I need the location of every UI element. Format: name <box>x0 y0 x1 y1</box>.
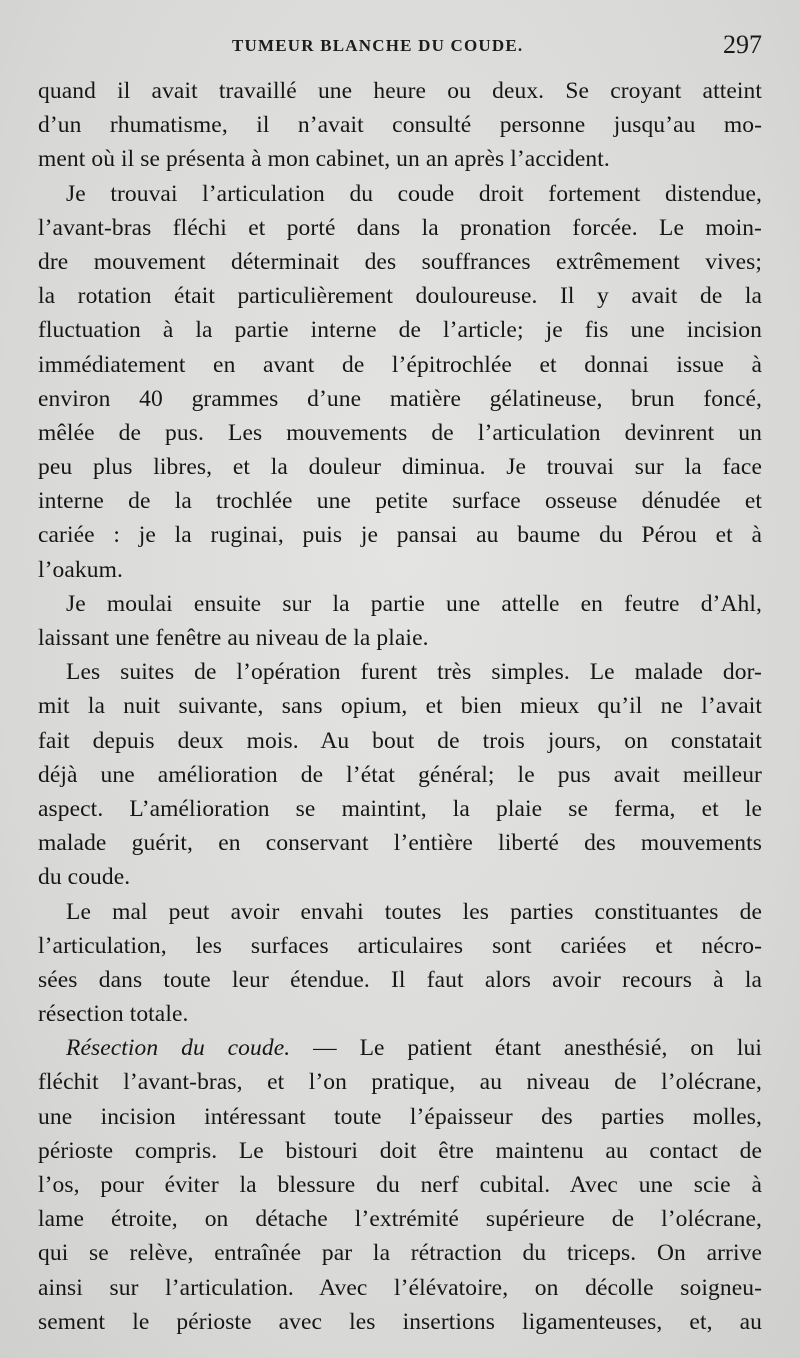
body-text <box>38 74 762 1339</box>
text-line: ainsi sur l’articulation. Avec l’élévatoire, on décolle soigneu- <box>38 1274 762 1301</box>
text-line: qui se relève, entraînée par la rétraction du triceps. On arrive <box>38 1240 762 1267</box>
text-line: interne de la trochlée une petite surface osseuse dénudée et <box>38 488 762 515</box>
text-line: Je trouvai l’articulation du coude droit fortement distendue, <box>66 180 762 207</box>
text-line: aspect. L’amélioration se maintint, la plaie se ferma, et le <box>38 795 762 822</box>
text-line: du coude. <box>38 864 131 891</box>
text-line: fluctuation à la partie interne de l’article; je fis une incision <box>38 317 762 344</box>
text-line: fléchit l’avant-bras, et l’on pratique, au niveau de l’olécrane, <box>38 1069 762 1096</box>
text-line: l’oakum. <box>38 556 123 583</box>
text-line: une incision intéressant toute l’épaisseur des parties molles, <box>38 1103 762 1130</box>
text-line: l’avant-bras fléchi et porté dans la pronation forcée. Le moin- <box>38 214 762 241</box>
text-line: la rotation était particulièrement douloureuse. Il y avait de la <box>38 283 762 310</box>
text-line: Le mal peut avoir envahi toutes les parties constituantes de <box>66 898 762 925</box>
text-line: environ 40 grammes d’une matière gélatineuse, brun foncé, <box>38 385 762 412</box>
text-line: Les suites de l’opération furent très simples. Le malade dor- <box>66 659 762 686</box>
text-line: ment où il se présenta à mon cabinet, un an après l’accident. <box>38 146 610 173</box>
text-line: mêlée de pus. Les mouvements de l’articulation devinrent un <box>38 419 762 446</box>
text-line: immédiatement en avant de l’épitrochlée et donnai issue à <box>38 351 762 378</box>
running-head: TUMEUR BLANCHE DU COUDE. <box>232 36 524 55</box>
text-line: malade guérit, en conservant l’entière liberté des mouvements <box>38 830 762 857</box>
text-line: déjà une amélioration de l’état général; le pus avait meilleur <box>38 761 762 788</box>
text-line: mit la nuit suivante, sans opium, et bien mieux qu’il ne l’avait <box>38 693 762 720</box>
text-line <box>38 1031 762 1065</box>
page-header <box>38 30 762 64</box>
text-line: laissant une fenêtre au niveau de la plaie. <box>38 625 429 651</box>
text-line: fait depuis deux mois. Au bout de trois jours, on constatait <box>38 727 762 754</box>
text-line: l’os, pour éviter la blessure du nerf cubital. Avec une scie à <box>38 1172 762 1198</box>
text-line: dre mouvement déterminait des souffrances extrêmement vives; <box>38 248 762 275</box>
text-line: Je moulai ensuite sur la partie une attelle en feutre d’Ahl, <box>66 590 762 617</box>
text-line: sement le périoste avec les insertions ligamenteuses, et, au <box>38 1308 762 1335</box>
text-line: l’articulation, les surfaces articulaires sont cariées et nécro- <box>38 932 762 959</box>
text-line: d’un rhumatisme, il n’avait consulté personne jusqu’au mo- <box>38 112 762 139</box>
text-line: périoste compris. Le bistouri doit être maintenu au contact de <box>38 1137 762 1164</box>
page-number: 297 <box>723 30 762 59</box>
text-line: quand il avait travaillé une heure ou deux. Se croyant atteint <box>38 78 762 104</box>
text-line: résection totale. <box>38 1001 189 1028</box>
text-line: cariée : je la ruginai, puis je pansai au baume du Pérou et à <box>38 522 762 549</box>
text-line-content: — Le patient étant anesthésié, on lui <box>313 1035 762 1062</box>
text-line: lame étroite, on détache l’extrémité supérieure de l’olécrane, <box>38 1206 762 1233</box>
text-line: peu plus libres, et la douleur diminua. Je trouvai sur la face <box>38 454 762 481</box>
text-line: sées dans toute leur étendue. Il faut alors avoir recours à la <box>38 966 762 993</box>
section-heading: Résection du coude. <box>66 1035 291 1062</box>
